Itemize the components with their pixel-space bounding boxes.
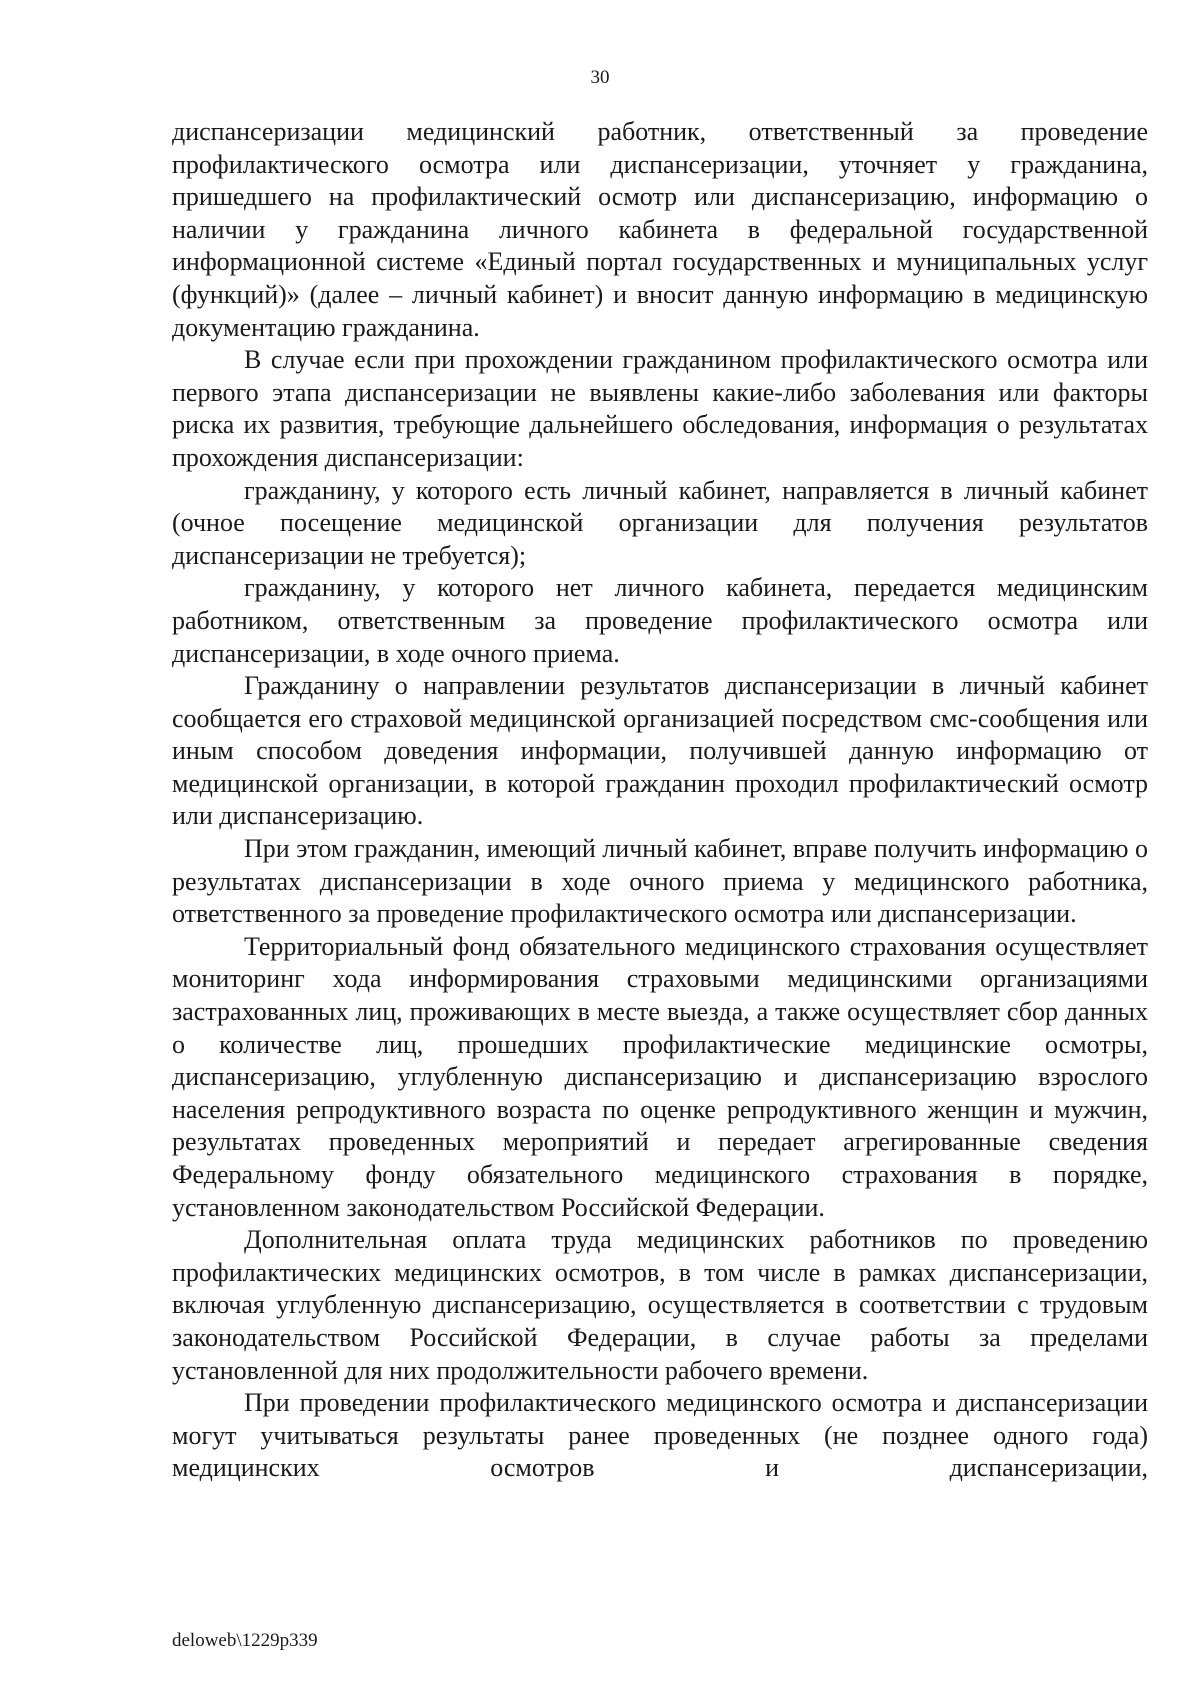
document-body	[172, 116, 1148, 1485]
paragraph-territorial-fund: Территориальный фонд обязательного медицинского страхования осуществляет мониторинг хода информирования страховыми медицинскими организациями застрахованных лиц, проживающих в месте выезда, а также осуществляет сбор данных о количестве лиц, прошедших профилактические медицинские осмотры, диспансеризацию, углубленную диспансеризацию и диспансеризацию взрослого населения репродуктивного возраста по оценке репродуктивного женщин и мужчин, результатах проведенных мероприятий и передает агрегированные сведения Федеральному фонду обязательного медицинского страхования в порядке, установленном законодательством Российской Федерации.	[172, 931, 1148, 1222]
paragraph-notification: Гражданину о направлении результатов диспансеризации в личный кабинет сообщается его страховой медицинской организацией посредством смс-сообщения или иным способом доведения информации, получившей данную информацию от медицинской организации, в которой гражданин проходил профилактический осмотр или диспансеризацию.	[172, 671, 1148, 831]
paragraph-continuation: диспансеризации медицинский работник, ответственный за проведение профилактического осмотра или диспансеризации, уточняет у гражданина, пришедшего на профилактический осмотр или диспансеризацию, информацию о наличии у гражданина личного кабинета в федеральной государственной информационной системе «Единый портал государственных и муниципальных услуг (функций)» (далее – личный кабинет) и вносит данную информацию в медицинскую документацию гражданина.	[172, 117, 1148, 342]
paragraph-no-risk-factors: В случае если при прохождении гражданином профилактического осмотра или первого этапа диспансеризации не выявлены какие-либо заболевания или факторы риска их развития, требующие дальнейшего обследования, информация о результатах прохождения диспансеризации:	[172, 345, 1148, 472]
paragraph-in-person-option: При этом гражданин, имеющий личный кабинет, вправе получить информацию о результатах диспансеризации в ходе очного приема у медицинского работника, ответственного за проведение профилактического осмотра или диспансеризации.	[172, 834, 1148, 929]
page-number: 30	[590, 67, 610, 88]
paragraph-without-personal-account: гражданину, у которого нет личного кабинета, передается медицинским работником, ответственным за проведение профилактического осмотра или диспансеризации, в ходе очного приема.	[172, 573, 1148, 668]
document-footer-code: deloweb\1229p339	[172, 1630, 318, 1651]
paragraph-with-personal-account: гражданину, у которого есть личный кабинет, направляется в личный кабинет (очное посещение медицинской организации для получения результатов диспансеризации не требуется);	[172, 475, 1148, 570]
paragraph-previous-results: При проведении профилактического медицинского осмотра и диспансеризации могут учитываться результаты ранее проведенных (не позднее одного года) медицинских осмотров и диспансеризации,	[172, 1388, 1148, 1483]
paragraph-additional-pay: Дополнительная оплата труда медицинских работников по проведению профилактических медицинских осмотров, в том числе в рамках диспансеризации, включая углубленную диспансеризацию, осуществляется в соответствии с трудовым законодательством Российской Федерации, в случае работы за пределами установленной для них продолжительности рабочего времени.	[172, 1225, 1148, 1385]
